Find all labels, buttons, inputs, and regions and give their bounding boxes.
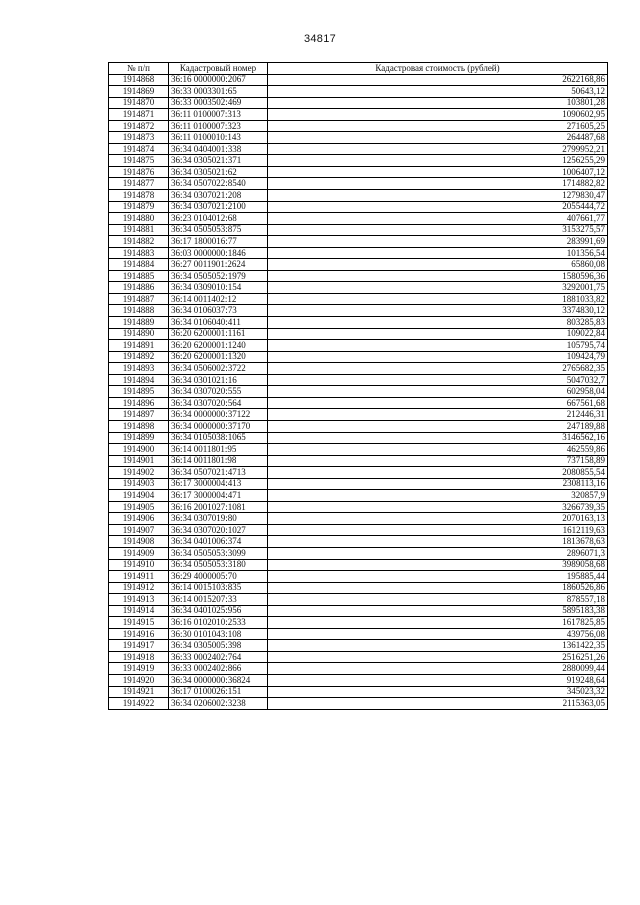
table-row	[109, 409, 608, 421]
cadastral-value-cell: 1580596,36	[268, 270, 608, 282]
cadastral-number-cell: 36:34 0507021:4713	[169, 467, 268, 479]
column-header-index: № п/п	[109, 63, 169, 75]
row-index-cell: 1914899	[109, 432, 169, 444]
cadastral-value-cell: 1617825,85	[268, 617, 608, 629]
cadastral-value-cell: 439756,08	[268, 628, 608, 640]
table-row	[109, 282, 608, 294]
row-index-cell: 1914879	[109, 201, 169, 213]
cadastral-value-cell: 3374830,12	[268, 305, 608, 317]
table-header-row	[109, 63, 608, 75]
row-index-cell: 1914916	[109, 628, 169, 640]
row-index-cell: 1914908	[109, 536, 169, 548]
cadastral-number-cell: 36:34 0404001:338	[169, 143, 268, 155]
table-body	[109, 74, 608, 709]
row-index-cell: 1914871	[109, 109, 169, 121]
cadastral-number-cell: 36:20 6200001:1320	[169, 351, 268, 363]
table-row	[109, 674, 608, 686]
cadastral-value-cell: 3989058,68	[268, 559, 608, 571]
cadastral-number-cell: 36:14 0011801:98	[169, 455, 268, 467]
cadastral-value-cell: 2055444,72	[268, 201, 608, 213]
table-row	[109, 74, 608, 86]
cadastral-value-cell: 50643,12	[268, 86, 608, 98]
cadastral-value-cell: 264487,68	[268, 132, 608, 144]
table-row	[109, 236, 608, 248]
cadastral-number-cell: 36:34 0206002:3238	[169, 698, 268, 710]
cadastral-number-cell: 36:17 3000004:471	[169, 490, 268, 502]
table-row	[109, 432, 608, 444]
table-row	[109, 213, 608, 225]
cadastral-value-cell: 2765682,35	[268, 363, 608, 375]
cadastral-value-cell: 667561,68	[268, 397, 608, 409]
row-index-cell: 1914921	[109, 686, 169, 698]
table-row	[109, 536, 608, 548]
cadastral-number-cell: 36:34 0301021:16	[169, 374, 268, 386]
row-index-cell: 1914885	[109, 270, 169, 282]
table-row	[109, 305, 608, 317]
cadastral-number-cell: 36:34 0307019:80	[169, 513, 268, 525]
cadastral-value-cell: 283991,69	[268, 236, 608, 248]
table-row	[109, 351, 608, 363]
table-row	[109, 178, 608, 190]
cadastral-value-table	[108, 62, 608, 710]
row-index-cell: 1914894	[109, 374, 169, 386]
cadastral-value-cell: 345023,32	[268, 686, 608, 698]
cadastral-value-cell: 2308113,16	[268, 478, 608, 490]
row-index-cell: 1914906	[109, 513, 169, 525]
row-index-cell: 1914917	[109, 640, 169, 652]
cadastral-value-cell: 462559,86	[268, 444, 608, 456]
table-row	[109, 328, 608, 340]
cadastral-number-cell: 36:14 0015103:835	[169, 582, 268, 594]
table-row	[109, 120, 608, 132]
cadastral-number-cell: 36:33 0003502:469	[169, 97, 268, 109]
cadastral-number-cell: 36:14 0011801:95	[169, 444, 268, 456]
cadastral-value-cell: 1813678,63	[268, 536, 608, 548]
table-row	[109, 155, 608, 167]
row-index-cell: 1914919	[109, 663, 169, 675]
cadastral-number-cell: 36:34 0307021:208	[169, 190, 268, 202]
row-index-cell: 1914881	[109, 224, 169, 236]
cadastral-number-cell: 36:34 0505052:1979	[169, 270, 268, 282]
row-index-cell: 1914902	[109, 467, 169, 479]
cadastral-value-cell: 5895183,38	[268, 605, 608, 617]
cadastral-value-cell: 320857,9	[268, 490, 608, 502]
row-index-cell: 1914913	[109, 594, 169, 606]
table-row	[109, 547, 608, 559]
row-index-cell: 1914880	[109, 213, 169, 225]
table-row	[109, 594, 608, 606]
table-row	[109, 143, 608, 155]
row-index-cell: 1914914	[109, 605, 169, 617]
table-row	[109, 293, 608, 305]
cadastral-number-cell: 36:17 3000004:413	[169, 478, 268, 490]
row-index-cell: 1914910	[109, 559, 169, 571]
row-index-cell: 1914918	[109, 651, 169, 663]
cadastral-value-cell: 101356,54	[268, 247, 608, 259]
row-index-cell: 1914904	[109, 490, 169, 502]
row-index-cell: 1914905	[109, 501, 169, 513]
row-index-cell: 1914892	[109, 351, 169, 363]
row-index-cell: 1914878	[109, 190, 169, 202]
cadastral-value-cell: 1090602,95	[268, 109, 608, 121]
cadastral-number-cell: 36:29 4000005:70	[169, 571, 268, 583]
cadastral-number-cell: 36:34 0307021:2100	[169, 201, 268, 213]
cadastral-value-cell: 109022,84	[268, 328, 608, 340]
row-index-cell: 1914909	[109, 547, 169, 559]
table-row	[109, 259, 608, 271]
table-row	[109, 97, 608, 109]
table-row	[109, 467, 608, 479]
table-row	[109, 374, 608, 386]
row-index-cell: 1914901	[109, 455, 169, 467]
table-row	[109, 86, 608, 98]
cadastral-value-cell: 3153275,57	[268, 224, 608, 236]
cadastral-value-cell: 3146562,16	[268, 432, 608, 444]
cadastral-value-cell: 919248,64	[268, 674, 608, 686]
cadastral-number-cell: 36:34 0307020:564	[169, 397, 268, 409]
cadastral-value-cell: 109424,79	[268, 351, 608, 363]
cadastral-number-cell: 36:30 0101043:108	[169, 628, 268, 640]
cadastral-number-cell: 36:11 0100007:323	[169, 120, 268, 132]
cadastral-number-cell: 36:27 0011901:2624	[169, 259, 268, 271]
row-index-cell: 1914920	[109, 674, 169, 686]
table-row	[109, 190, 608, 202]
cadastral-number-cell: 36:33 0002402:764	[169, 651, 268, 663]
row-index-cell: 1914875	[109, 155, 169, 167]
row-index-cell: 1914872	[109, 120, 169, 132]
table-row	[109, 663, 608, 675]
table-row	[109, 166, 608, 178]
table-row	[109, 224, 608, 236]
table-row	[109, 559, 608, 571]
cadastral-value-cell: 2516251,26	[268, 651, 608, 663]
cadastral-value-cell: 65860,08	[268, 259, 608, 271]
cadastral-number-cell: 36:34 0506002:3722	[169, 363, 268, 375]
row-index-cell: 1914903	[109, 478, 169, 490]
column-header-cadastral-number: Кадастровый номер	[169, 63, 268, 75]
table-row	[109, 571, 608, 583]
cadastral-value-cell: 2115363,05	[268, 698, 608, 710]
cadastral-number-cell: 36:16 2001027:1081	[169, 501, 268, 513]
cadastral-number-cell: 36:33 0003301:65	[169, 86, 268, 98]
cadastral-value-cell: 2070163,13	[268, 513, 608, 525]
row-index-cell: 1914907	[109, 524, 169, 536]
cadastral-value-cell: 1860526,86	[268, 582, 608, 594]
row-index-cell: 1914922	[109, 698, 169, 710]
cadastral-value-cell: 2880099,44	[268, 663, 608, 675]
cadastral-value-cell: 1714882,82	[268, 178, 608, 190]
table-row	[109, 628, 608, 640]
table-row	[109, 478, 608, 490]
cadastral-number-cell: 36:34 0505053:3099	[169, 547, 268, 559]
row-index-cell: 1914900	[109, 444, 169, 456]
cadastral-number-cell: 36:34 0305005:398	[169, 640, 268, 652]
cadastral-value-cell: 247189,88	[268, 420, 608, 432]
cadastral-number-cell: 36:17 1800016:77	[169, 236, 268, 248]
row-index-cell: 1914895	[109, 386, 169, 398]
cadastral-value-cell: 1612119,63	[268, 524, 608, 536]
table-row	[109, 386, 608, 398]
table-row	[109, 397, 608, 409]
cadastral-value-cell: 103801,28	[268, 97, 608, 109]
cadastral-number-cell: 36:34 0307020:555	[169, 386, 268, 398]
table-row	[109, 109, 608, 121]
cadastral-value-cell: 1279830,47	[268, 190, 608, 202]
row-index-cell: 1914898	[109, 420, 169, 432]
cadastral-value-cell: 195885,44	[268, 571, 608, 583]
cadastral-value-cell: 212446,31	[268, 409, 608, 421]
table-row	[109, 363, 608, 375]
cadastral-value-cell: 803285,83	[268, 317, 608, 329]
cadastral-number-cell: 36:17 0100026:151	[169, 686, 268, 698]
cadastral-number-cell: 36:34 0401025:956	[169, 605, 268, 617]
cadastral-number-cell: 36:34 0105038:1065	[169, 432, 268, 444]
row-index-cell: 1914882	[109, 236, 169, 248]
cadastral-number-cell: 36:34 0507022:8540	[169, 178, 268, 190]
row-index-cell: 1914889	[109, 317, 169, 329]
row-index-cell: 1914890	[109, 328, 169, 340]
table-row	[109, 201, 608, 213]
cadastral-value-cell: 105795,74	[268, 340, 608, 352]
table-row	[109, 270, 608, 282]
cadastral-number-cell: 36:14 0015207:33	[169, 594, 268, 606]
page-number: 34817	[303, 33, 337, 45]
cadastral-value-cell: 878557,18	[268, 594, 608, 606]
cadastral-value-cell: 2080855,54	[268, 467, 608, 479]
cadastral-value-cell: 1256255,29	[268, 155, 608, 167]
cadastral-number-cell: 36:34 0000000:36824	[169, 674, 268, 686]
table-row	[109, 651, 608, 663]
cadastral-value-cell: 2896071,3	[268, 547, 608, 559]
cadastral-number-cell: 36:34 0305021:62	[169, 166, 268, 178]
table-row	[109, 524, 608, 536]
table-row	[109, 317, 608, 329]
row-index-cell: 1914869	[109, 86, 169, 98]
cadastral-number-cell: 36:16 0102010:2533	[169, 617, 268, 629]
cadastral-value-cell: 2799952,21	[268, 143, 608, 155]
table-row	[109, 640, 608, 652]
table-row	[109, 605, 608, 617]
table-row	[109, 444, 608, 456]
cadastral-value-cell: 1361422,35	[268, 640, 608, 652]
table-row	[109, 582, 608, 594]
table-row	[109, 490, 608, 502]
cadastral-number-cell: 36:34 0505053:3180	[169, 559, 268, 571]
cadastral-number-cell: 36:23 0104012:68	[169, 213, 268, 225]
cadastral-number-cell: 36:34 0106037:73	[169, 305, 268, 317]
row-index-cell: 1914887	[109, 293, 169, 305]
row-index-cell: 1914877	[109, 178, 169, 190]
row-index-cell: 1914870	[109, 97, 169, 109]
cadastral-number-cell: 36:34 0505053:875	[169, 224, 268, 236]
table-row	[109, 501, 608, 513]
cadastral-value-cell: 1006407,12	[268, 166, 608, 178]
table-row	[109, 132, 608, 144]
row-index-cell: 1914915	[109, 617, 169, 629]
cadastral-value-cell: 2622168,86	[268, 74, 608, 86]
row-index-cell: 1914873	[109, 132, 169, 144]
cadastral-number-cell: 36:34 0307020:1027	[169, 524, 268, 536]
cadastral-value-cell: 602958,04	[268, 386, 608, 398]
table-row	[109, 686, 608, 698]
table-row	[109, 455, 608, 467]
cadastral-value-cell: 407661,77	[268, 213, 608, 225]
cadastral-number-cell: 36:20 6200001:1161	[169, 328, 268, 340]
cadastral-number-cell: 36:34 0106040:411	[169, 317, 268, 329]
cadastral-number-cell: 36:11 0100007:313	[169, 109, 268, 121]
row-index-cell: 1914912	[109, 582, 169, 594]
table-row	[109, 340, 608, 352]
row-index-cell: 1914883	[109, 247, 169, 259]
cadastral-number-cell: 36:03 0000000:1846	[169, 247, 268, 259]
row-index-cell: 1914884	[109, 259, 169, 271]
cadastral-number-cell: 36:34 0000000:37170	[169, 420, 268, 432]
cadastral-value-cell: 1881033,82	[268, 293, 608, 305]
cadastral-number-cell: 36:34 0309010:154	[169, 282, 268, 294]
cadastral-number-cell: 36:33 0002402:866	[169, 663, 268, 675]
row-index-cell: 1914896	[109, 397, 169, 409]
cadastral-number-cell: 36:11 0100010:143	[169, 132, 268, 144]
cadastral-number-cell: 36:16 0000000:2067	[169, 74, 268, 86]
table-row	[109, 420, 608, 432]
row-index-cell: 1914888	[109, 305, 169, 317]
cadastral-number-cell: 36:14 0011402:12	[169, 293, 268, 305]
cadastral-number-cell: 36:34 0305021:371	[169, 155, 268, 167]
row-index-cell: 1914868	[109, 74, 169, 86]
cadastral-value-cell: 3266739,35	[268, 501, 608, 513]
row-index-cell: 1914897	[109, 409, 169, 421]
column-header-cadastral-value: Кадастровая стоимость (рублей)	[268, 63, 608, 75]
row-index-cell: 1914876	[109, 166, 169, 178]
row-index-cell: 1914874	[109, 143, 169, 155]
cadastral-value-cell: 5047032,7	[268, 374, 608, 386]
row-index-cell: 1914891	[109, 340, 169, 352]
cadastral-value-cell: 271605,25	[268, 120, 608, 132]
row-index-cell: 1914886	[109, 282, 169, 294]
cadastral-value-cell: 737158,89	[268, 455, 608, 467]
cadastral-number-cell: 36:34 0401006:374	[169, 536, 268, 548]
table-row	[109, 617, 608, 629]
cadastral-number-cell: 36:34 0000000:37122	[169, 409, 268, 421]
cadastral-value-cell: 3292001,75	[268, 282, 608, 294]
cadastral-number-cell: 36:20 6200001:1240	[169, 340, 268, 352]
row-index-cell: 1914893	[109, 363, 169, 375]
row-index-cell: 1914911	[109, 571, 169, 583]
table-row	[109, 513, 608, 525]
table-row	[109, 247, 608, 259]
table-row	[109, 698, 608, 710]
